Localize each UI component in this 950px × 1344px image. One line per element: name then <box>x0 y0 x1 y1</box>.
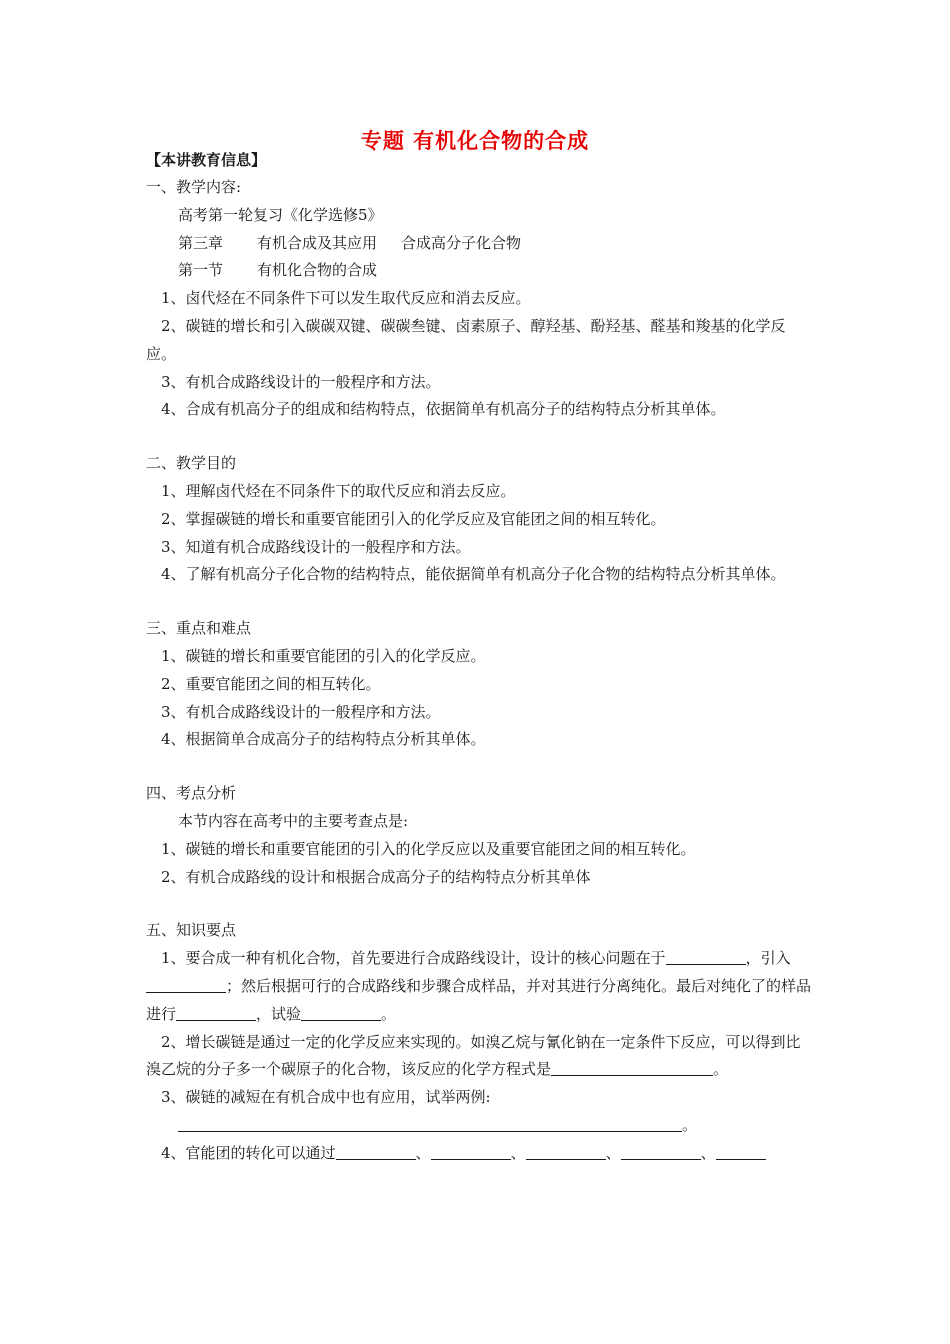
text-run: 。 <box>713 1060 729 1079</box>
list-item: 2、碳链的增长和引入碳碳双键、碳碳叁键、卤素原子、醇羟基、酚羟基、醛基和羧基的化学反应。 <box>146 316 786 363</box>
list-item: 4、合成有机高分子的组成和结构特点，依据简单有机高分子的结构特点分析其单体。 <box>161 400 726 419</box>
separator: 、 <box>510 1143 526 1162</box>
text-run: 4、官能团的转化可以通过 <box>161 1143 336 1162</box>
text-run: ；然后根据可行的合成路线和步骤合成样品，并对其进行分离纯化。最后对纯化了的样品进行 <box>146 976 812 1023</box>
answer-blank[interactable] <box>301 1005 381 1021</box>
answer-line <box>146 1112 811 1140</box>
answer-blank[interactable] <box>431 1144 511 1160</box>
section-heading: 四、考点分析 <box>146 784 237 803</box>
chapter-number: 第三章 <box>178 233 224 252</box>
list-item: 2、重要官能团之间的相互转化。 <box>161 674 381 693</box>
text-run: ，引入 <box>745 949 791 968</box>
section-line <box>146 257 811 285</box>
text-run: ，试验 <box>256 1004 302 1023</box>
list-item: 3、知道有机合成路线设计的一般程序和方法。 <box>161 537 471 556</box>
list-item: 2、掌握碳链的增长和重要官能团引入的化学反应及官能团之间的相互转化。 <box>161 509 666 528</box>
section-heading: 一、教学内容: <box>146 178 242 196</box>
section-title: 有机化合物的合成 <box>257 261 378 280</box>
list-item: 1、理解卤代烃在不同条件下的取代反应和消去反应。 <box>161 481 516 500</box>
answer-blank[interactable] <box>526 1144 606 1160</box>
separator: 、 <box>700 1143 716 1162</box>
answer-blank[interactable] <box>551 1060 691 1076</box>
answer-blank[interactable] <box>716 1144 766 1160</box>
intro-line: 本节内容在高考中的主要考查点是: <box>178 811 409 830</box>
separator: 、 <box>415 1143 431 1162</box>
fill-in-paragraph: 3、碳链的减短在有机合成中也有应用，试举两例: <box>161 1088 491 1107</box>
fill-in-paragraph <box>146 1140 811 1168</box>
answer-blank[interactable] <box>666 949 746 965</box>
section-heading: 三、重点和难点 <box>146 619 252 638</box>
document-body <box>146 174 811 1168</box>
list-item: 1、卤代烃在不同条件下可以发生取代反应和消去反应。 <box>161 289 531 308</box>
list-item: 1、碳链的增长和重要官能团的引入的化学反应以及重要官能团之间的相互转化。 <box>161 839 696 858</box>
chapter-title: 有机合成及其应用 <box>257 233 378 252</box>
book-line: 高考第一轮复习《化学选修5》 <box>178 205 383 224</box>
list-item: 1、碳链的增长和重要官能团的引入的化学反应。 <box>161 646 486 665</box>
fill-in-paragraph <box>146 945 811 1028</box>
chapter-line <box>146 230 811 258</box>
answer-blank[interactable] <box>621 1144 701 1160</box>
list-item: 4、根据简单合成高分子的结构特点分析其单体。 <box>161 730 486 749</box>
section-number: 第一节 <box>178 261 224 280</box>
answer-blank[interactable] <box>176 1005 256 1021</box>
separator: 、 <box>605 1143 621 1162</box>
list-item: 3、有机合成路线设计的一般程序和方法。 <box>161 702 441 721</box>
list-item: 3、有机合成路线设计的一般程序和方法。 <box>161 372 441 391</box>
text-run: 。 <box>381 1004 397 1023</box>
list-item: 4、了解有机高分子化合物的结构特点，能依据简单有机高分子化合物的结构特点分析其单体。 <box>161 565 786 584</box>
answer-blank[interactable] <box>691 1060 713 1076</box>
text-run: 1、要合成一种有机化合物，首先要进行合成路线设计，设计的核心问题在于 <box>161 949 666 968</box>
section-heading: 五、知识要点 <box>146 921 237 940</box>
info-header: 【本讲教育信息】 <box>146 151 267 169</box>
page-title: 专题 有机化合物的合成 <box>360 129 590 153</box>
list-item: 2、有机合成路线的设计和根据合成高分子的结构特点分析其单体 <box>161 867 591 886</box>
chapter-subtitle: 合成高分子化合物 <box>401 233 522 252</box>
answer-blank[interactable] <box>146 977 226 993</box>
fill-in-paragraph <box>146 1029 811 1085</box>
text-run: 。 <box>682 1115 698 1134</box>
answer-blank[interactable] <box>336 1144 416 1160</box>
text-run: 2、增长碳链是通过一定的化学反应来实现的。如溴乙烷与氰化钠在一定条件下反应，可以得到比溴乙烷的分子多一个碳原子的化合物，该反应的化学方程式是 <box>146 1032 801 1079</box>
answer-blank[interactable] <box>178 1116 682 1132</box>
section-heading: 二、教学目的 <box>146 454 237 473</box>
